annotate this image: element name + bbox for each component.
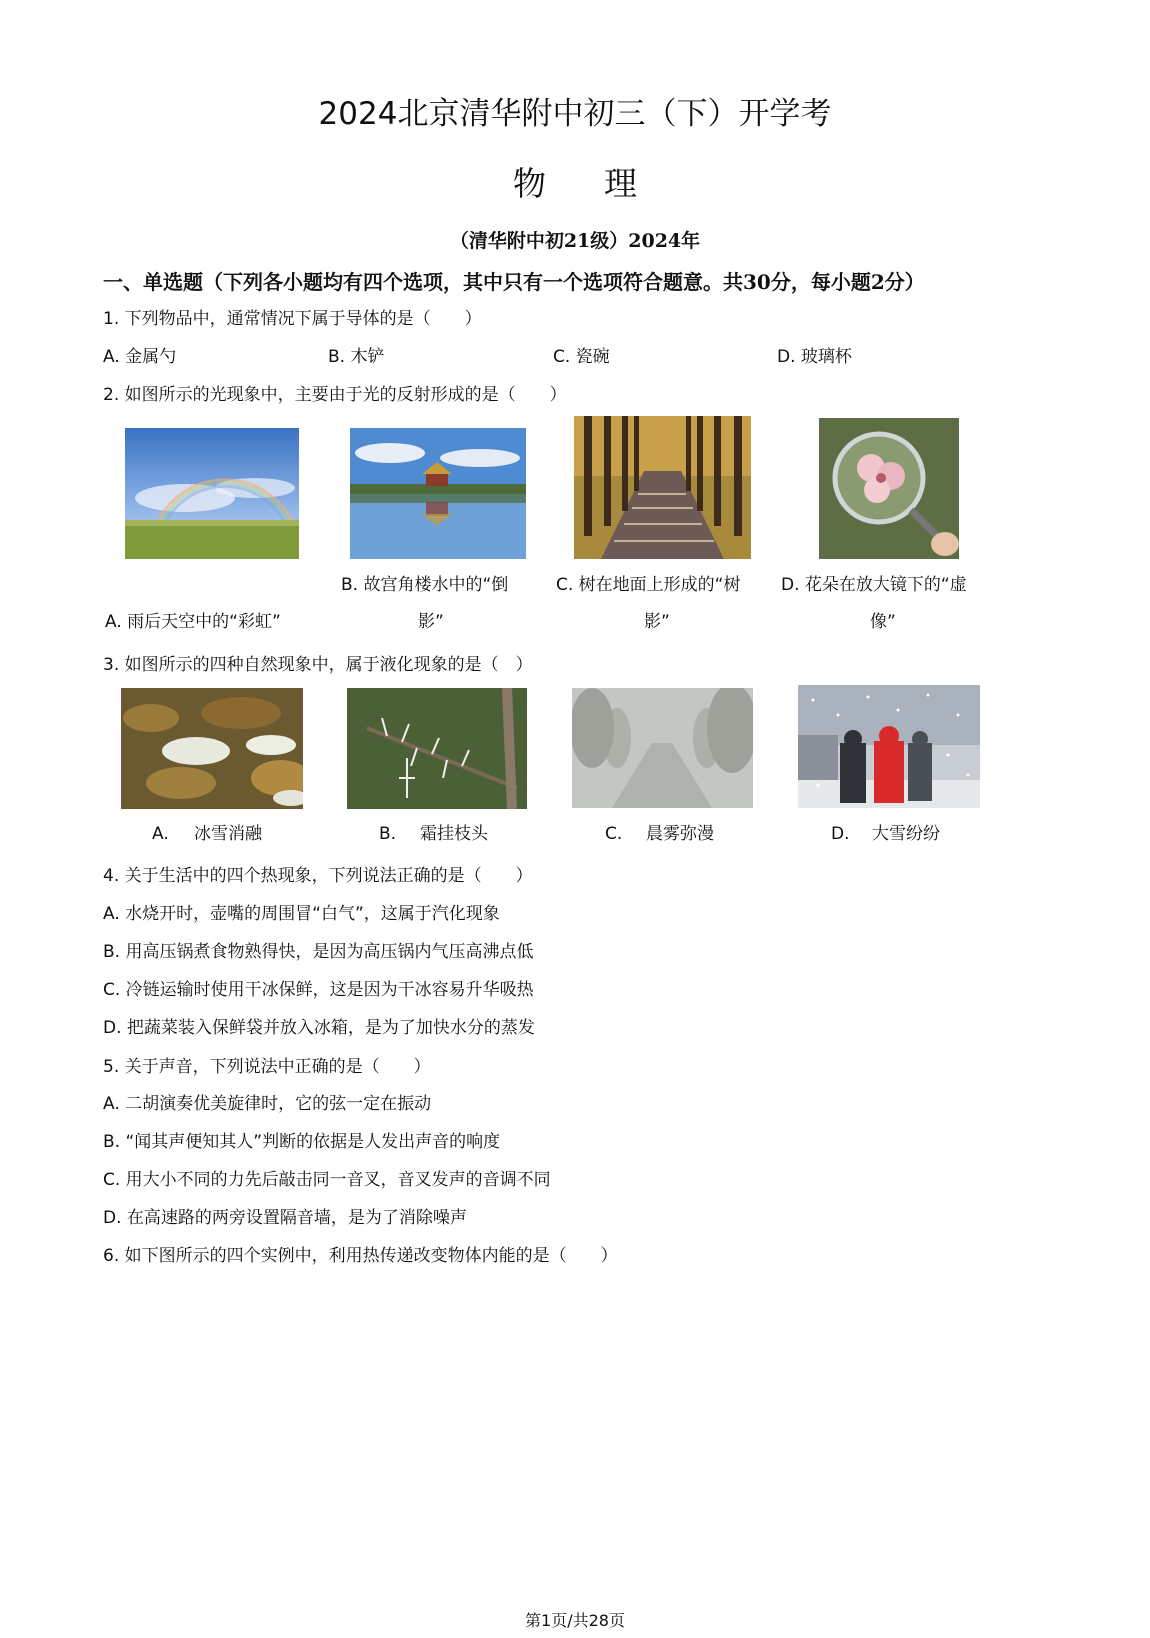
- q2-caption-d-line1: D. 花朵在放大镜下的“虚: [781, 575, 967, 595]
- q5-stem: 5. 关于声音，下列说法中正确的是（ ）: [103, 1057, 431, 1077]
- section-heading: 一、单选题（下列各小题均有四个选项，其中只有一个选项符合题意。共30分，每小题2分）: [103, 270, 925, 294]
- exam-subtitle: （清华附中初21级）2024年: [449, 230, 701, 252]
- q2-caption-b-line2: 影”: [418, 612, 444, 632]
- q3-caption-c-text: 晨雾弥漫: [646, 824, 714, 844]
- magnifier-flower-image: [819, 418, 959, 559]
- melting-ice-image: [121, 688, 303, 809]
- subject-title: [0, 158, 1150, 205]
- q3-caption-a-letter: A.: [152, 824, 169, 844]
- q5-option-d: D. 在高速路的两旁设置隔音墙，是为了消除噪声: [103, 1208, 467, 1228]
- q3-caption-d-text: 大雪纷纷: [872, 824, 940, 844]
- q3-caption-b-text: 霜挂枝头: [420, 824, 488, 844]
- q3-stem: 3. 如图所示的四种自然现象中，属于液化现象的是（ ）: [103, 655, 533, 675]
- q3-caption-d-letter: D.: [831, 824, 850, 844]
- heavy-snow-image: [798, 685, 980, 808]
- q2-caption-c-line2: 影”: [644, 612, 670, 632]
- q1-option-b: B. 木铲: [328, 347, 385, 367]
- q1-stem: 1. 下列物品中，通常情况下属于导体的是（ ）: [103, 309, 482, 329]
- tree-shadow-image: [574, 416, 751, 559]
- q2-caption-d-line2: 像”: [870, 612, 896, 632]
- q2-caption-a: A. 雨后天空中的“彩虹”: [105, 612, 281, 632]
- q1-option-d: D. 玻璃杯: [777, 347, 852, 367]
- q3-caption-a-text: 冰雪消融: [194, 824, 262, 844]
- palace-reflection-image: [350, 428, 526, 559]
- q5-option-c: C. 用大小不同的力先后敲击同一音叉，音叉发声的音调不同: [103, 1170, 551, 1190]
- q6-stem: 6. 如下图所示的四个实例中，利用热传递改变物体内能的是（ ）: [103, 1246, 618, 1266]
- page-number: 第1页/共28页: [525, 1611, 625, 1630]
- q4-option-d: D. 把蔬菜装入保鲜袋并放入冰箱，是为了加快水分的蒸发: [103, 1018, 535, 1038]
- subject-char-1: 物: [513, 164, 546, 203]
- q2-caption-c-line1: C. 树在地面上形成的“树: [556, 575, 741, 595]
- subject-char-2: 理: [604, 164, 637, 203]
- rainbow-image: [125, 428, 299, 559]
- q4-stem: 4. 关于生活中的四个热现象，下列说法正确的是（ ）: [103, 866, 533, 886]
- q2-stem: 2. 如图所示的光现象中，主要由于光的反射形成的是（ ）: [103, 385, 567, 405]
- q4-option-b: B. 用高压锅煮食物熟得快，是因为高压锅内气压高沸点低: [103, 942, 534, 962]
- q4-option-a: A. 水烧开时，壶嘴的周围冒“白气”，这属于汽化现象: [103, 904, 500, 924]
- q3-caption-c-letter: C.: [605, 824, 623, 844]
- q5-option-a: A. 二胡演奏优美旋律时，它的弦一定在振动: [103, 1094, 432, 1114]
- frost-branch-image: [347, 688, 527, 809]
- morning-fog-image: [572, 688, 753, 808]
- page-title: 2024北京清华附中初三（下）开学考: [318, 96, 832, 132]
- q5-option-b: B. “闻其声便知其人”判断的依据是人发出声音的响度: [103, 1132, 501, 1152]
- q3-caption-b-letter: B.: [379, 824, 397, 844]
- q2-caption-b-line1: B. 故宫角楼水中的“倒: [341, 575, 509, 595]
- q1-option-c: C. 瓷碗: [553, 347, 610, 367]
- q4-option-c: C. 冷链运输时使用干冰保鲜，这是因为干冰容易升华吸热: [103, 980, 534, 1000]
- q1-option-a: A. 金属勺: [103, 347, 177, 367]
